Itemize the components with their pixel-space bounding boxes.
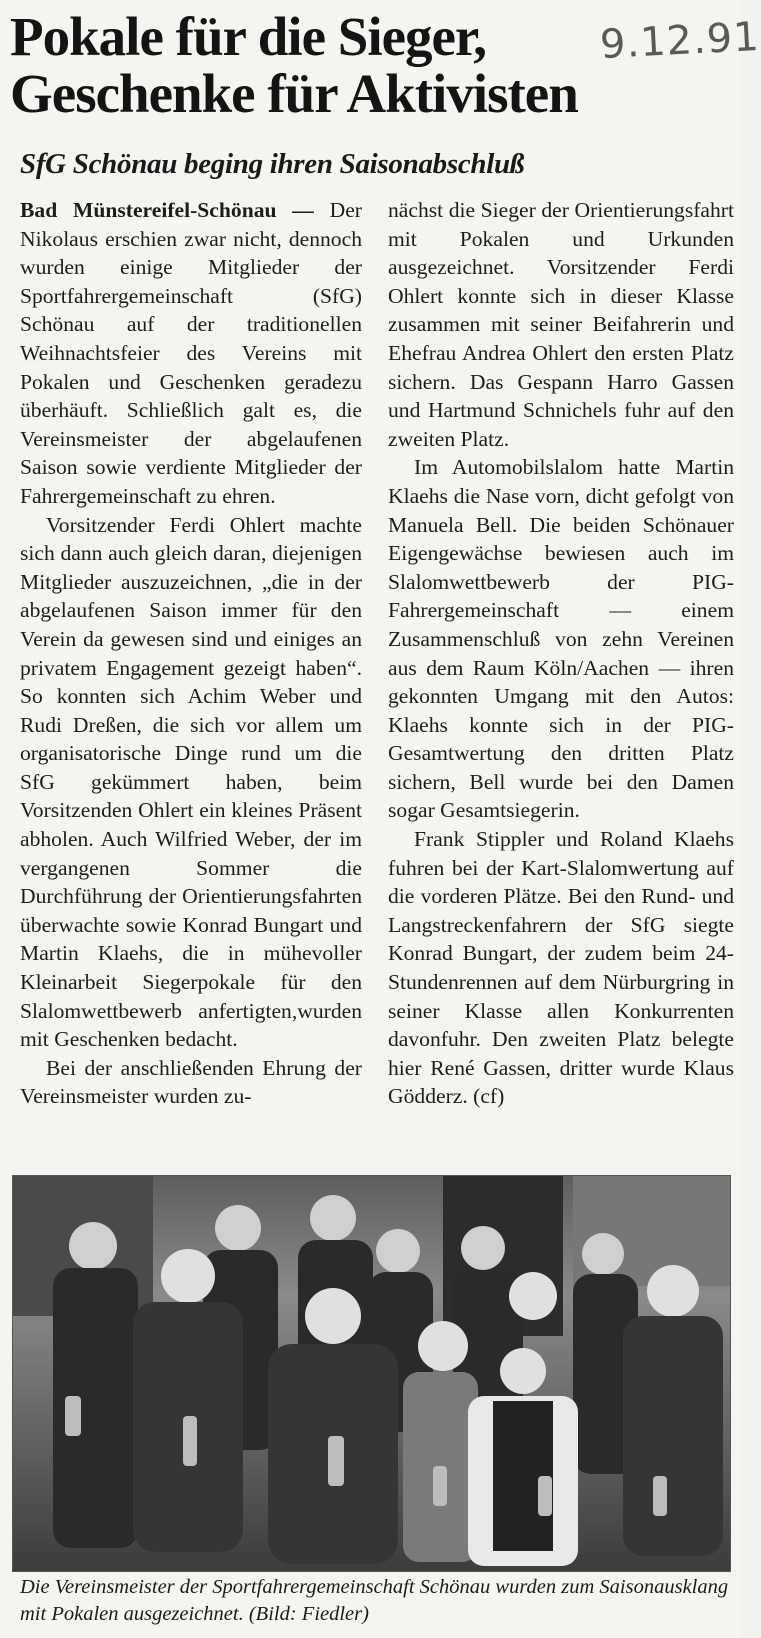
group-photo-image bbox=[13, 1176, 730, 1571]
left-paragraph-1 bbox=[20, 196, 362, 511]
group-photo bbox=[12, 1175, 731, 1572]
headline-line-2: Geschenke für Aktivisten bbox=[10, 63, 578, 124]
left-paragraph-2: Vorsitzender Ferdi Ohlert machte sich dann auch gleich daran, diejenigen Mitglieder auszuzeichnen, „die in der abgelaufenen Saison immer für den Verein da gewesen sind und einiges an privatem Engagement gezeigt haben“. So konnten sich Achim Weber und Rudi Dreßen, die sich vor allem um organisatorische Dinge rund um die SfG gekümmert haben, beim Vorsitzenden Ohlert ein kleines Präsent abholen. Auch Wilfried Weber, der im vergangenen Sommer die Durchführung der Orientierungsfahrten überwachte sowie Konrad Bungart und Martin Klaehs, die in mühevoller Kleinarbeit Siegerpokale für den Slalomwettbewerb anfertigten,wurden mit Geschenken bedacht. bbox=[20, 512, 362, 1052]
right-text-column bbox=[388, 196, 734, 1111]
headline bbox=[10, 8, 610, 122]
left-paragraph-1-text: Der Nikolaus erschien zwar nicht, dennoch wurden einige Mitglieder der Sportfahrergemeinschaft (SfG) Schönau auf der traditionellen Weihnachtsfeier des Vereins mit Pokalen und Geschenken geradezu überhäuft. Schließlich galt es, die Vereinsmeister der abgelaufenen Saison sowie verdiente Mitglieder der Fahrergemeinschaft zu ehren. bbox=[20, 198, 362, 508]
photo-caption: Die Vereinsmeister der Sportfahrergemeinschaft Schönau wurden zum Saisonausklang mit Pokalen ausgezeichnet. (Bild: Fiedler) bbox=[20, 1576, 729, 1625]
right-paragraph-1: nächst die Sieger der Orientierungsfahrt mit Pokalen und Urkunden ausgezeichnet. Vorsitzender Ferdi Ohlert konnte sich in dieser Klasse zusammen mit seiner Beifahrerin und Ehefrau Andrea Ohlert den ersten Platz sichern. Das Gespann Harro Gassen und Hartmund Schnichels fuhr auf den zweiten Platz. bbox=[388, 198, 734, 451]
subheadline: SfG Schönau beging ihren Saisonabschluß bbox=[20, 148, 525, 180]
left-paragraph-3: Bei der anschließenden Ehrung der Vereinsmeister wurden zu- bbox=[20, 1055, 362, 1109]
right-paragraph-2: Im Automobilslalom hatte Martin Klaehs die Nase vorn, dicht gefolgt von Manuela Bell. Die beiden Schönauer Eigengewächse bewiesen auch im Slalomwettbewerb der PIG-Fahrergemeinschaft — einem Zusammenschluß von zehn Vereinen aus dem Raum Köln/Aachen — ihren gekonnten Umgang mit den Autos: Klaehs konnte sich in der PIG-Gesamtwertung den dritten Platz sichern, Bell wurde bei den Damen sogar Gesamtsiegerin. bbox=[388, 455, 734, 823]
headline-line-1: Pokale für die Sieger, bbox=[10, 6, 487, 67]
right-paragraph-3: Frank Stippler und Roland Klaehs fuhren bei der Kart-Slalomwertung auf die vorderen Plätze. Bei den Rund- und Langstreckenfahrern der SfG siegte Konrad Bungart, der zudem beim 24-Stundenrennen auf dem Nürburgring in seiner Klasse allen Konkurrenten davonfuhr. Den zweiten Platz belegte hier René Gassen, dritter wurde Klaus Gödderz. (cf) bbox=[388, 827, 734, 1109]
left-text-column bbox=[20, 196, 362, 1111]
handwritten-date: 9.12.91 bbox=[598, 13, 761, 69]
dateline: Bad Münstereifel-Schönau — bbox=[20, 198, 314, 222]
